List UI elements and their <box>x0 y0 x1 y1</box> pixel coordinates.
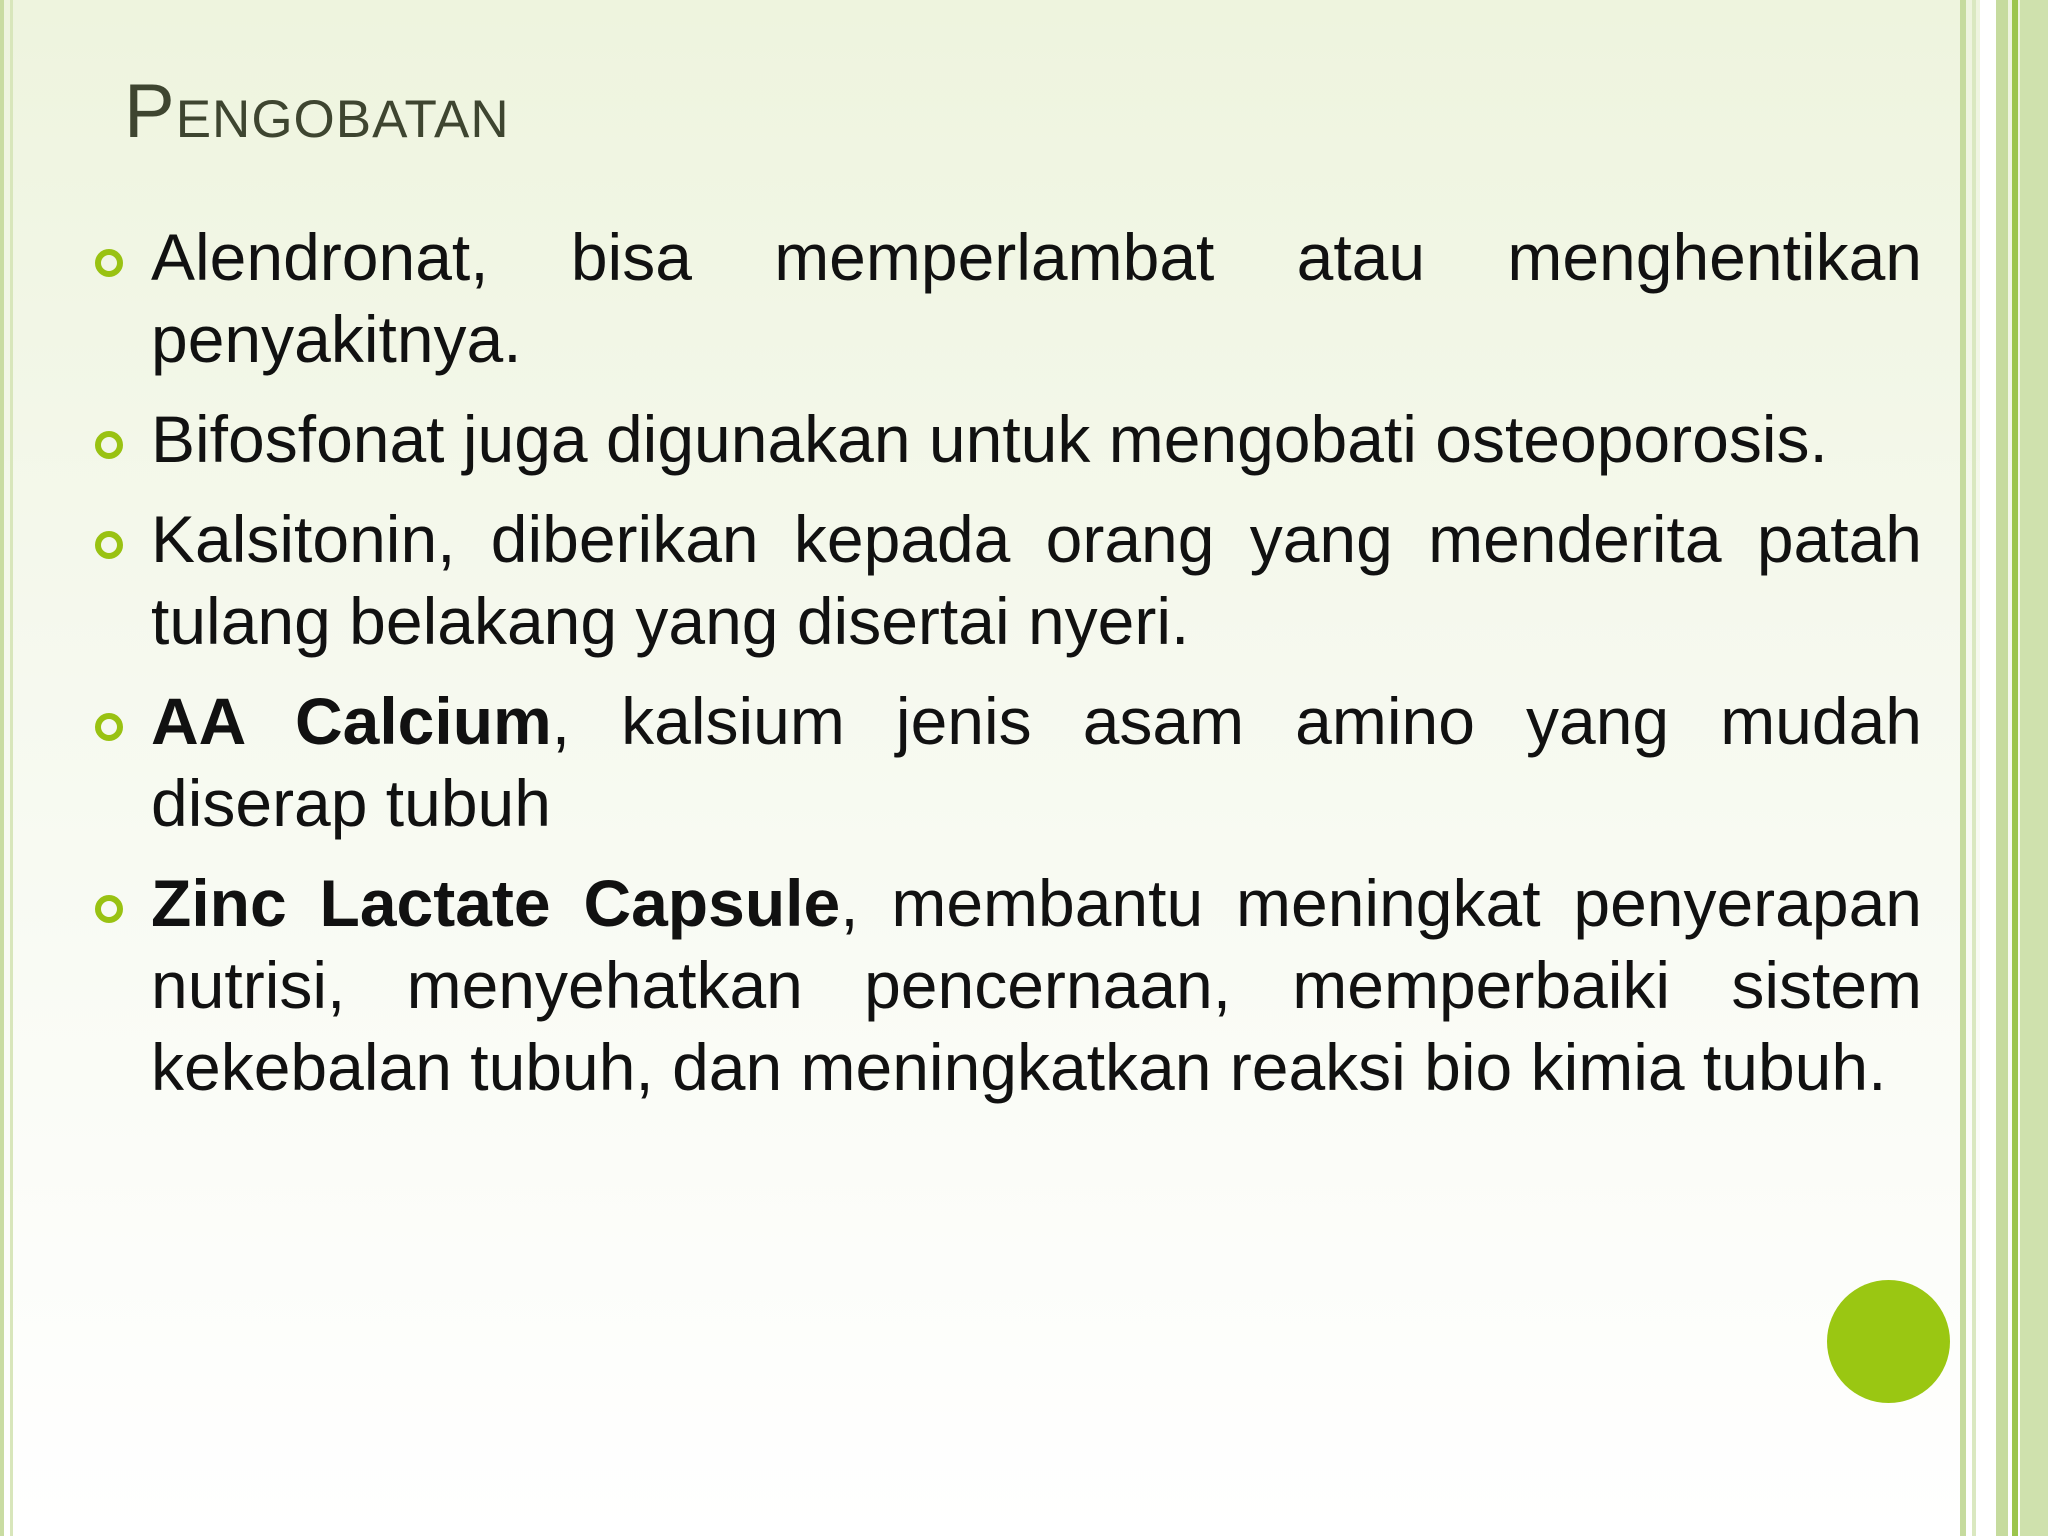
hollow-circle-bullet-icon <box>95 431 123 459</box>
bullet-text: Kalsitonin, diberikan kepada orang yang menderita patah tulang belakang yang disertai nyeri. <box>151 502 1922 658</box>
hollow-circle-bullet-icon <box>95 249 123 277</box>
right-decorative-stripe <box>1972 0 1976 1536</box>
slide-title: Pengobatan <box>124 69 510 154</box>
right-decorative-stripe <box>1980 0 1996 1536</box>
bullet-item <box>90 862 1922 1108</box>
bullet-text: Alendronat, bisa memperlambat atau menghentikan penyakitnya. <box>151 220 1922 376</box>
hollow-circle-bullet-icon <box>95 895 123 923</box>
bullet-item <box>90 398 1922 480</box>
right-decorative-stripe <box>2012 0 2018 1536</box>
bullet-list <box>90 216 1922 1126</box>
bullet-item <box>90 498 1922 662</box>
hollow-circle-bullet-icon <box>95 713 123 741</box>
hollow-circle-bullet-icon <box>95 531 123 559</box>
right-decorative-stripe <box>1996 0 2008 1536</box>
bullet-term: Zinc Lactate Capsule <box>151 866 841 940</box>
right-decorative-stripe <box>2020 0 2048 1536</box>
green-circle-decoration <box>1827 1280 1950 1403</box>
left-border-line <box>0 0 4 1536</box>
bullet-text: Bifosfonat juga digunakan untuk mengobati osteoporosis. <box>151 402 1828 476</box>
bullet-text: , membantu meningkat penyerapan nutrisi, menyehatkan pencernaan, memperbaiki sistem kekebalan tubuh, dan meningkatkan reaksi bio kimia tubuh. <box>151 866 1922 1104</box>
bullet-item <box>90 680 1922 844</box>
bullet-term: AA Calcium <box>151 684 552 758</box>
right-decorative-stripe <box>1960 0 1966 1536</box>
bullet-text: , kalsium jenis asam amino yang mudah diserap tubuh <box>151 684 1922 840</box>
bullet-item <box>90 216 1922 380</box>
left-border-line-inner <box>10 0 13 1536</box>
